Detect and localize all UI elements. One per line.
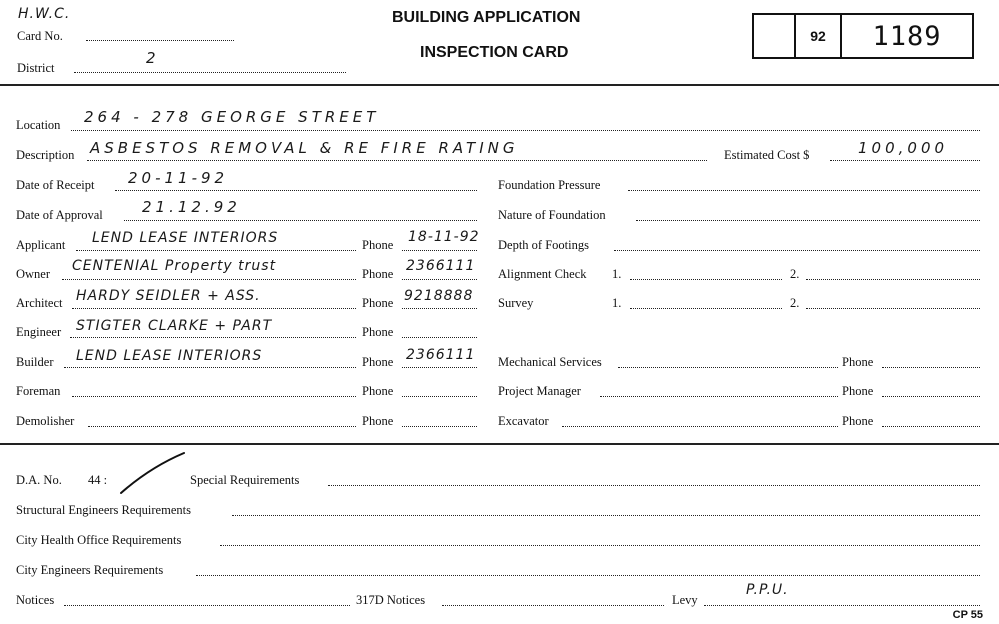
alignment-check-label: Alignment Check xyxy=(498,267,587,281)
project-manager-phone-line xyxy=(882,396,980,397)
project-manager-phone-label: Phone xyxy=(842,384,874,398)
structural-engineers-label: Structural Engineers Requirements xyxy=(16,503,191,517)
applicant-phone-label: Phone xyxy=(362,238,394,252)
applicant-line xyxy=(76,250,356,251)
demolisher-line xyxy=(88,426,356,427)
hwc-note: H.W.C. xyxy=(18,6,71,22)
city-engineers-line xyxy=(196,575,980,576)
district-value: 2 xyxy=(146,49,160,67)
excavator-phone-line xyxy=(882,426,980,427)
card-no-label: Card No. xyxy=(17,29,63,43)
date-receipt-line xyxy=(115,190,477,191)
architect-phone-value: 9218888 xyxy=(404,288,474,304)
architect-phone-line xyxy=(402,308,477,309)
nature-foundation-label: Nature of Foundation xyxy=(498,208,606,222)
foreman-phone-label: Phone xyxy=(362,384,394,398)
da-slash-mark xyxy=(118,450,188,496)
survey-label: Survey xyxy=(498,296,534,310)
city-health-line xyxy=(220,545,980,546)
mechanical-phone-line xyxy=(882,367,980,368)
description-value: ASBESTOS REMOVAL & RE FIRE RATING xyxy=(90,139,519,157)
description-label: Description xyxy=(16,148,75,162)
alignment-num-2: 2. xyxy=(790,267,800,281)
engineer-phone-line xyxy=(402,337,477,338)
date-approval-line xyxy=(124,220,477,221)
survey-line-1 xyxy=(630,308,782,309)
builder-line xyxy=(64,367,356,368)
owner-line xyxy=(62,279,356,280)
demolisher-label: Demolisher xyxy=(16,414,75,428)
engineer-line xyxy=(70,337,356,338)
location-value: 264 - 278 GEORGE STREET xyxy=(84,108,380,126)
levy-value: P.P.U. xyxy=(746,582,789,598)
foreman-phone-line xyxy=(402,396,477,397)
city-engineers-label: City Engineers Requirements xyxy=(16,563,164,577)
depth-footings-label: Depth of Footings xyxy=(498,238,589,252)
da-no-value: 44 : xyxy=(88,473,108,487)
mechanical-services-label: Mechanical Services xyxy=(498,355,602,369)
architect-line xyxy=(72,308,356,309)
owner-phone-label: Phone xyxy=(362,267,394,281)
nature-foundation-line xyxy=(636,220,980,221)
survey-num-2: 2. xyxy=(790,296,800,310)
card-box-blank-cell xyxy=(754,15,796,57)
survey-line-2 xyxy=(806,308,980,309)
card-box-number: 1189 xyxy=(872,20,942,52)
project-manager-line xyxy=(600,396,838,397)
foundation-pressure-label: Foundation Pressure xyxy=(498,178,601,192)
applicant-phone-line xyxy=(402,250,477,251)
estimated-cost-value: 100,000 xyxy=(858,139,949,157)
applicant-label: Applicant xyxy=(16,238,66,252)
excavator-label: Excavator xyxy=(498,414,549,428)
foreman-label: Foreman xyxy=(16,384,61,398)
form-title-line1: BUILDING APPLICATION xyxy=(392,9,581,26)
description-line xyxy=(87,160,707,161)
middle-divider xyxy=(0,443,999,445)
applicant-phone-value: 18-11-92 xyxy=(408,229,480,245)
project-manager-label: Project Manager xyxy=(498,384,581,398)
date-approval-label: Date of Approval xyxy=(16,208,103,222)
foreman-line xyxy=(72,396,356,397)
date-receipt-label: Date of Receipt xyxy=(16,178,95,192)
architect-phone-label: Phone xyxy=(362,296,394,310)
owner-phone-line xyxy=(402,279,477,280)
builder-phone-label: Phone xyxy=(362,355,394,369)
builder-phone-line xyxy=(402,367,477,368)
demolisher-phone-line xyxy=(402,426,477,427)
special-requirements-label: Special Requirements xyxy=(190,473,300,487)
architect-value: HARDY SEIDLER + ASS. xyxy=(76,288,261,304)
structural-engineers-line xyxy=(232,515,980,516)
alignment-num-1: 1. xyxy=(612,267,622,281)
notices-label: Notices xyxy=(16,593,55,607)
card-no-line xyxy=(86,40,234,41)
levy-line xyxy=(704,605,980,606)
card-number-box xyxy=(752,13,974,59)
date-receipt-value: 20-11-92 xyxy=(128,169,229,187)
notices-317d-label: 317D Notices xyxy=(356,593,426,607)
form-code: CP 55 xyxy=(952,609,983,621)
mechanical-phone-label: Phone xyxy=(842,355,874,369)
builder-phone-value: 2366111 xyxy=(406,347,476,363)
city-health-label: City Health Office Requirements xyxy=(16,533,182,547)
depth-footings-line xyxy=(614,250,980,251)
builder-value: LEND LEASE INTERIORS xyxy=(76,348,263,364)
location-label: Location xyxy=(16,118,61,132)
excavator-line xyxy=(562,426,838,427)
district-label: District xyxy=(17,61,55,75)
notices-317d-line xyxy=(442,605,664,606)
demolisher-phone-label: Phone xyxy=(362,414,394,428)
da-no-label: D.A. No. xyxy=(16,473,62,487)
estimated-cost-line xyxy=(830,160,980,161)
engineer-phone-label: Phone xyxy=(362,325,394,339)
card-box-year: 92 xyxy=(796,15,842,57)
engineer-label: Engineer xyxy=(16,325,62,339)
architect-label: Architect xyxy=(16,296,63,310)
district-line xyxy=(74,72,346,73)
mechanical-services-line xyxy=(618,367,838,368)
owner-value: CENTENIAL Property trust xyxy=(72,258,277,274)
location-line xyxy=(71,130,980,131)
estimated-cost-label: Estimated Cost $ xyxy=(724,148,810,162)
top-divider xyxy=(0,84,999,86)
special-requirements-line xyxy=(328,485,980,486)
date-approval-value: 21.12.92 xyxy=(142,198,241,216)
applicant-value: LEND LEASE INTERIORS xyxy=(92,230,279,246)
notices-line xyxy=(64,605,350,606)
builder-label: Builder xyxy=(16,355,54,369)
survey-num-1: 1. xyxy=(612,296,622,310)
alignment-line-1 xyxy=(630,279,782,280)
alignment-line-2 xyxy=(806,279,980,280)
owner-phone-value: 2366111 xyxy=(406,258,476,274)
excavator-phone-label: Phone xyxy=(842,414,874,428)
owner-label: Owner xyxy=(16,267,51,281)
levy-label: Levy xyxy=(672,593,698,607)
form-title-line2: INSPECTION CARD xyxy=(420,44,569,61)
foundation-pressure-line xyxy=(628,190,980,191)
engineer-value: STIGTER CLARKE + PART xyxy=(76,318,273,334)
